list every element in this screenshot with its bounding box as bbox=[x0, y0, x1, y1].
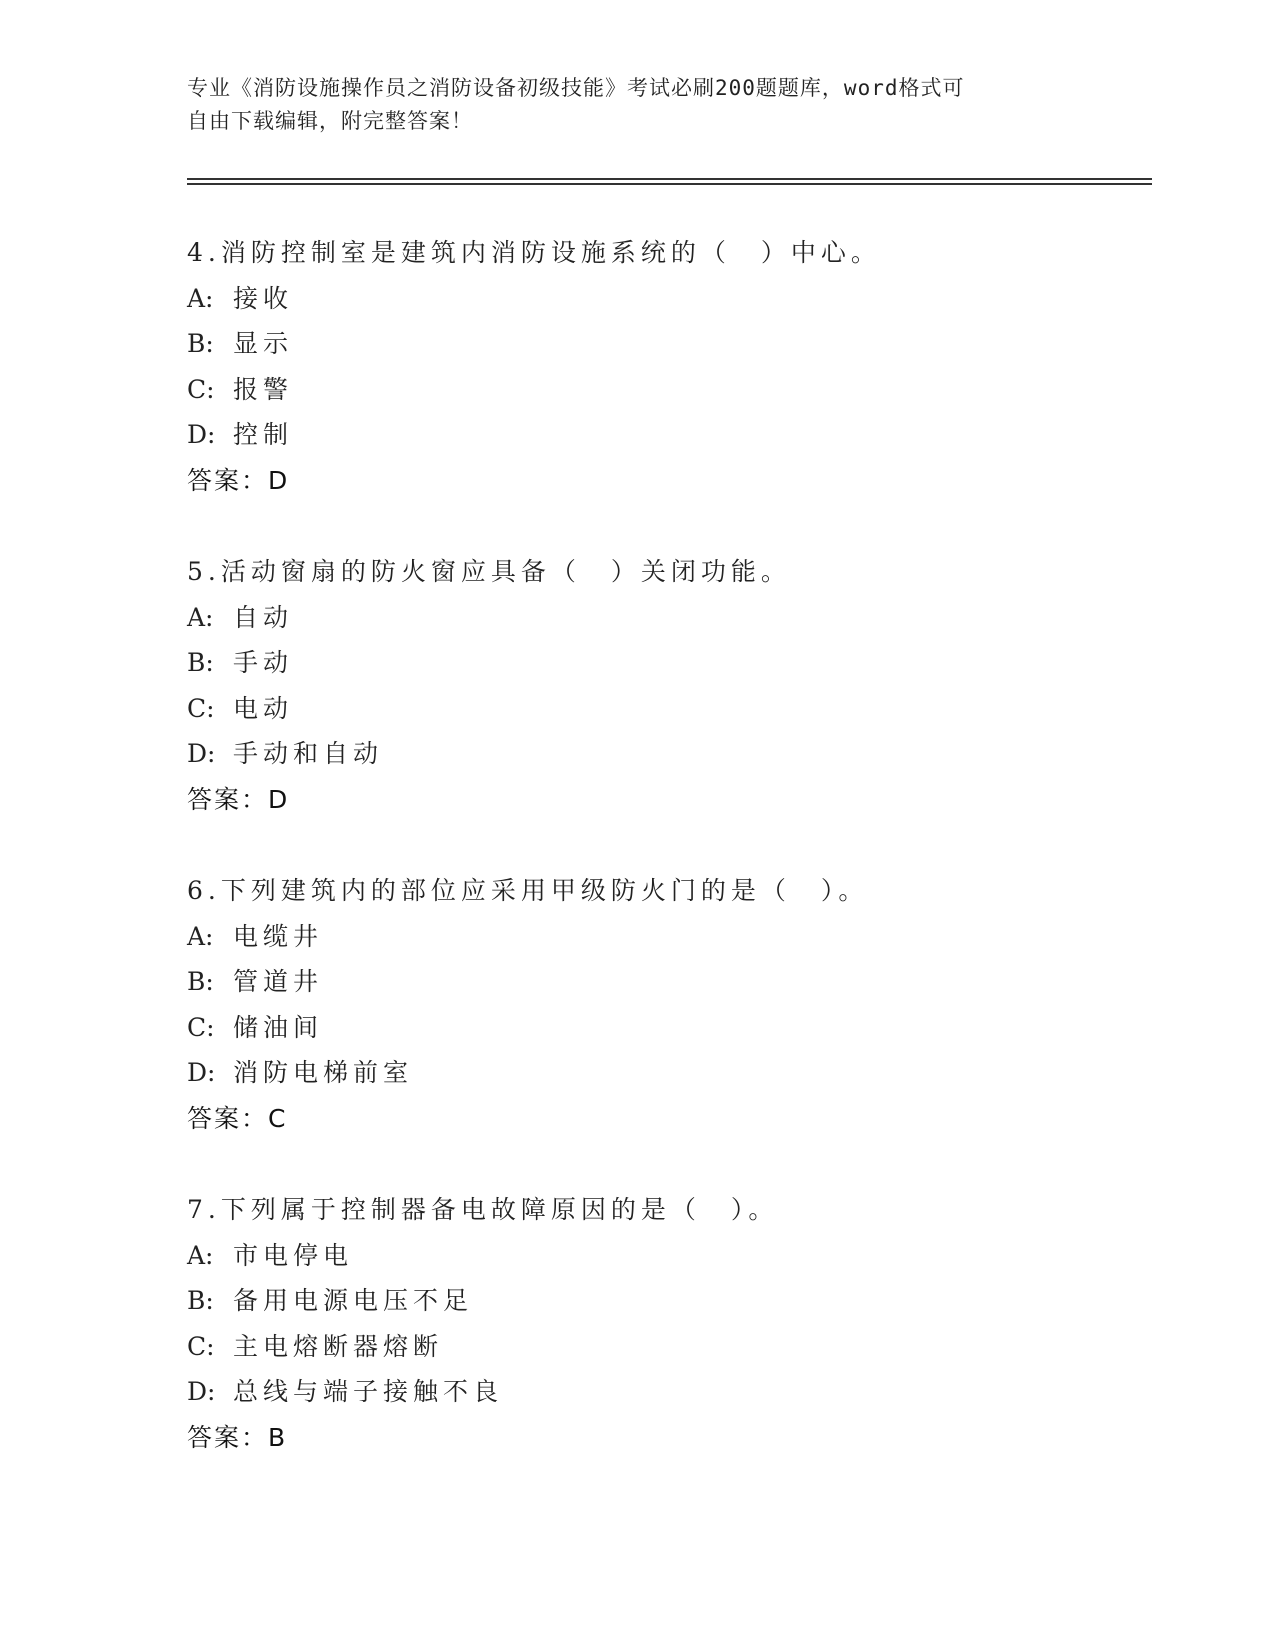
header-divider-bottom bbox=[187, 183, 1152, 185]
option-d bbox=[187, 1377, 1147, 1423]
option-text: 备用电源电压不足 bbox=[233, 1286, 474, 1315]
option-letter: D: bbox=[187, 739, 216, 768]
document-header bbox=[187, 72, 1087, 138]
option-a bbox=[187, 603, 1147, 649]
option-a bbox=[187, 922, 1147, 968]
question-stem: 5.活动窗扇的防火窗应具备（ ）关闭功能。 bbox=[187, 557, 791, 586]
option-text: 控制 bbox=[233, 420, 294, 449]
option-text: 电缆井 bbox=[233, 921, 324, 951]
option-letter: A: bbox=[187, 283, 214, 313]
option-text: 手动 bbox=[233, 648, 294, 677]
header-line-1: 专业《消防设施操作员之消防设备初级技能》考试必刷200题题库，word格式可 bbox=[187, 76, 965, 100]
option-letter: D: bbox=[187, 1377, 216, 1406]
answer: 答案：D bbox=[187, 784, 290, 814]
option-text: 主电熔断器熔断 bbox=[233, 1331, 444, 1361]
option-b bbox=[187, 1286, 1147, 1332]
option-text: 管道井 bbox=[233, 967, 324, 996]
option-letter: C: bbox=[187, 693, 215, 723]
option-d bbox=[187, 420, 1147, 466]
option-text: 自动 bbox=[233, 602, 294, 632]
option-text: 消防电梯前室 bbox=[233, 1058, 414, 1087]
answer: 答案：B bbox=[187, 1422, 288, 1452]
option-b bbox=[187, 967, 1147, 1013]
option-a bbox=[187, 1241, 1147, 1287]
option-letter: C: bbox=[187, 1012, 215, 1042]
option-letter: C: bbox=[187, 1331, 215, 1361]
option-a bbox=[187, 284, 1147, 330]
option-text: 储油间 bbox=[233, 1012, 324, 1042]
answer: 答案：C bbox=[187, 1103, 288, 1133]
header-divider-top bbox=[187, 178, 1152, 180]
option-text: 电动 bbox=[233, 693, 294, 723]
option-letter: A: bbox=[187, 602, 214, 632]
option-letter: A: bbox=[187, 921, 214, 951]
header-line-2: 自由下载编辑，附完整答案！ bbox=[187, 109, 473, 133]
answer: 答案：D bbox=[187, 465, 290, 495]
option-text: 报警 bbox=[233, 374, 294, 404]
option-b bbox=[187, 329, 1147, 375]
question-list bbox=[187, 238, 1147, 1514]
option-letter: D: bbox=[187, 1058, 216, 1087]
option-d bbox=[187, 739, 1147, 785]
option-text: 接收 bbox=[233, 283, 294, 313]
option-text: 市电停电 bbox=[233, 1240, 354, 1270]
option-text: 总线与端子接触不良 bbox=[233, 1377, 504, 1406]
option-c bbox=[187, 694, 1147, 740]
option-letter: C: bbox=[187, 374, 215, 404]
question-stem: 6.下列建筑内的部位应采用甲级防火门的是（ ）。 bbox=[187, 876, 869, 905]
option-letter: A: bbox=[187, 1240, 214, 1270]
option-c bbox=[187, 1332, 1147, 1378]
question-6 bbox=[187, 876, 1147, 1195]
option-b bbox=[187, 648, 1147, 694]
option-letter: B: bbox=[187, 329, 214, 358]
question-7 bbox=[187, 1195, 1147, 1514]
question-stem: 7.下列属于控制器备电故障原因的是（ ）。 bbox=[187, 1195, 779, 1224]
option-letter: B: bbox=[187, 648, 214, 677]
option-text: 手动和自动 bbox=[233, 739, 384, 768]
question-5 bbox=[187, 557, 1147, 876]
option-letter: B: bbox=[187, 1286, 214, 1315]
option-letter: D: bbox=[187, 420, 216, 449]
option-text: 显示 bbox=[233, 329, 294, 358]
option-c bbox=[187, 375, 1147, 421]
question-stem: 4.消防控制室是建筑内消防设施系统的（ ）中心。 bbox=[187, 238, 881, 267]
question-4 bbox=[187, 238, 1147, 557]
option-c bbox=[187, 1013, 1147, 1059]
option-letter: B: bbox=[187, 967, 214, 996]
option-d bbox=[187, 1058, 1147, 1104]
